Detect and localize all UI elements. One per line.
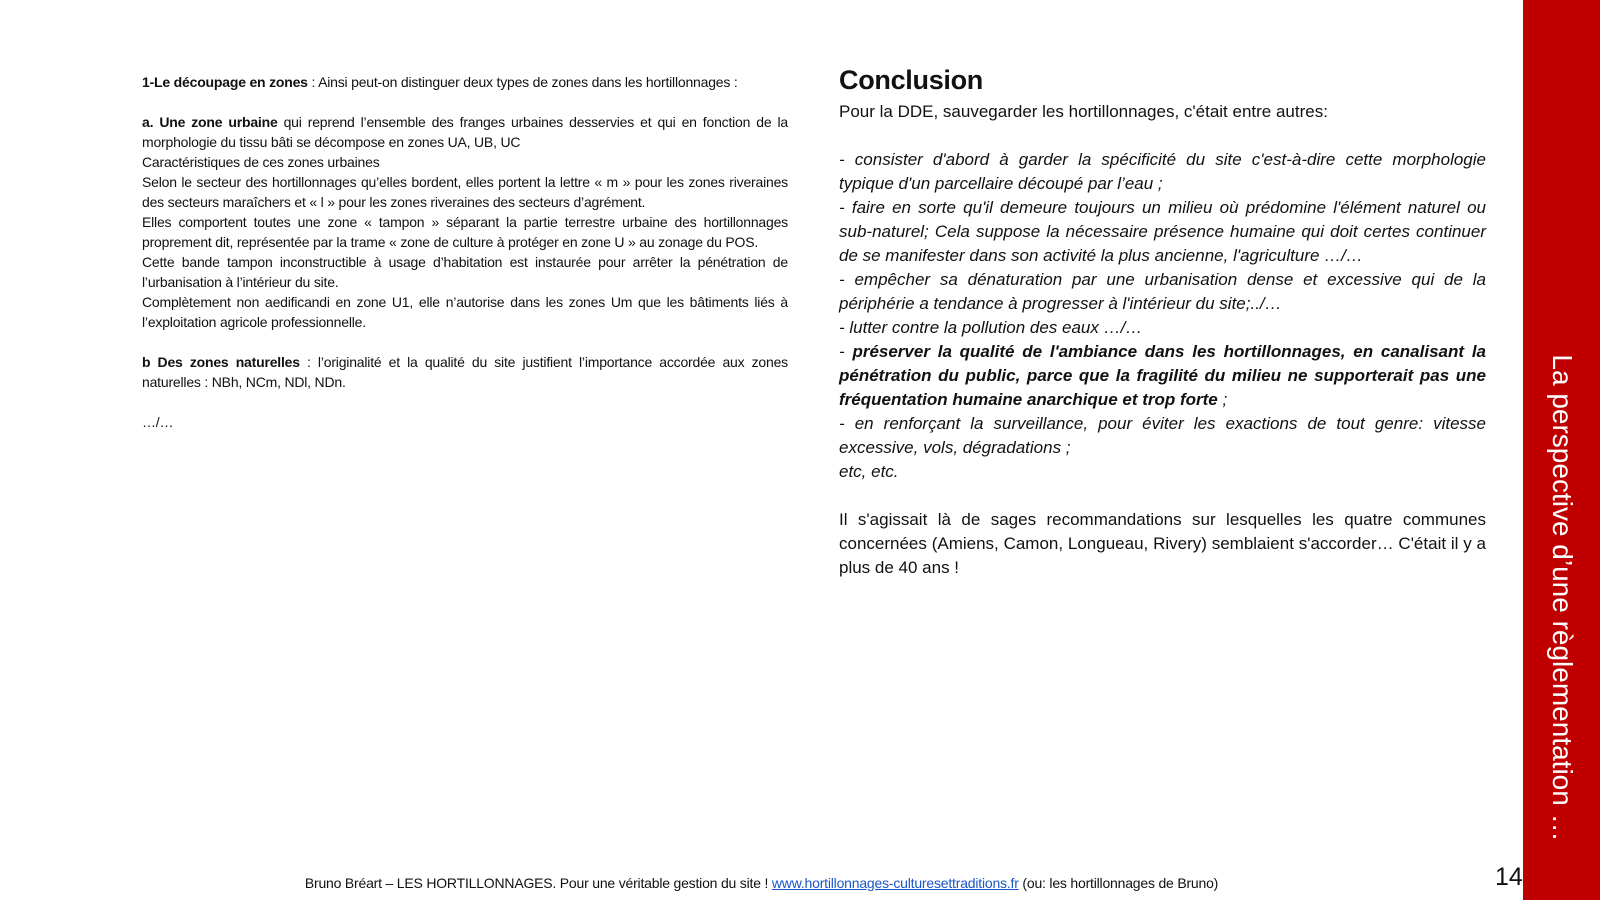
emphasis-suffix: ; <box>1217 390 1228 409</box>
urban-zone-heading: a. Une zone urbaine <box>142 114 278 130</box>
right-column <box>839 60 1486 580</box>
footer <box>0 874 1523 892</box>
recommendations-list <box>839 148 1486 484</box>
recommendation-item: - lutter contre la pollution des eaux …/… <box>839 318 1143 337</box>
continuation-marker: …/… <box>142 414 174 430</box>
zones-heading: 1-Le découpage en zones <box>142 74 308 90</box>
non-aedificandi-paragraph: Complètement non aedificandi en zone U1, elle n’autorise dans les zones Um que les bâtiments liés à l’exploitation agricole professionnelle. <box>142 294 788 330</box>
recommendation-item: - en renforçant la surveillance, pour éviter les exactions de tout genre: vitesse excessive, vols, dégradations ; <box>839 414 1486 457</box>
recommendation-item: etc, etc. <box>839 462 899 481</box>
zones-intro-paragraph <box>142 72 788 92</box>
recommendation-item: - faire en sorte qu'il demeure toujours un milieu où prédomine l'élément naturel ou sub-naturel; Cela suppose la nécessaire présence humaine qui doit certes continuer de se manifester dans son activité la plus ancienne, l'agriculture …/… <box>839 198 1486 265</box>
conclusion-intro: Pour la DDE, sauvegarder les hortillonnages, c'était entre autres: <box>839 102 1328 121</box>
natural-zones-paragraph <box>142 352 788 392</box>
conclusion-heading: Conclusion <box>839 65 983 95</box>
footer-text: Bruno Bréart – LES HORTILLONNAGES. Pour une véritable gestion du site ! <box>304 875 772 891</box>
urban-characteristics-line: Caractéristiques de ces zones urbaines <box>142 154 380 170</box>
buffer-zone-paragraph: Elles comportent toutes une zone « tampon » séparant la partie terrestre urbaine des hortillonnages proprement dit, représentée par la trame « zone de culture à protéger en zone U » au zonage du POS. <box>142 214 788 250</box>
natural-zones-text: : l’originalité et la qualité du site justifient l’importance accordée aux zones naturelles : NBh, NCm, NDl, NDn. <box>142 354 788 390</box>
left-column <box>142 72 788 432</box>
closing-paragraph: Il s'agissait là de sages recommandations sur lesquelles les quatre communes concernées (Amiens, Camon, Longueau, Rivery) semblaient s'accorder… C'était il y a plus de 40 ans ! <box>839 510 1486 577</box>
emphasis-text: préserver la qualité de l'ambiance dans les hortillonnages, en canalisant la pénétration du public, parce que la fragilité du milieu ne supporterait pas une fréquentation humaine anarchique et trop forte <box>839 342 1486 409</box>
bullet-dash: - <box>839 342 853 361</box>
buffer-band-paragraph: Cette bande tampon inconstructible à usage d’habitation est instaurée pour arrêter la pénétration de l’urbanisation à l’intérieur du site. <box>142 254 788 290</box>
sidebar-title: La perspective d’une règlementation … <box>1546 354 1578 842</box>
footer-note: (ou: les hortillonnages de Bruno) <box>1018 875 1219 891</box>
urban-zone-paragraph <box>142 112 788 152</box>
recommendation-item: - consister d'abord à garder la spécificité du site c'est-à-dire cette morphologie typique d'un parcellaire découpé par l’eau ; <box>839 150 1486 193</box>
recommendation-item-emphasis <box>839 340 1486 412</box>
natural-zones-heading: b Des zones naturelles <box>142 354 300 370</box>
urban-zone-text: qui reprend l’ensemble des franges urbaines desservies et qui en fonction de la morphologie du tissu bâti se décompose en zones UA, UB, UC <box>142 114 789 150</box>
urban-letters-paragraph: Selon le secteur des hortillonnages qu’elles bordent, elles portent la lettre « m » pour les zones riveraines des secteurs maraîchers et « l » pour les zones riveraines des secteurs d’agrément. <box>142 174 788 210</box>
footer-website-link[interactable]: www.hortillonnages-culturesettraditions.fr <box>771 875 1019 891</box>
zones-intro-text: : Ainsi peut-on distinguer deux types de zones dans les hortillonnages : <box>307 74 738 90</box>
recommendation-item: - empêcher sa dénaturation par une urbanisation dense et excessive qui de la périphérie a tendance à progresser à l'intérieur du site;../… <box>839 270 1486 313</box>
section-sidebar <box>1523 0 1600 900</box>
page-number: 14 <box>1495 863 1523 891</box>
